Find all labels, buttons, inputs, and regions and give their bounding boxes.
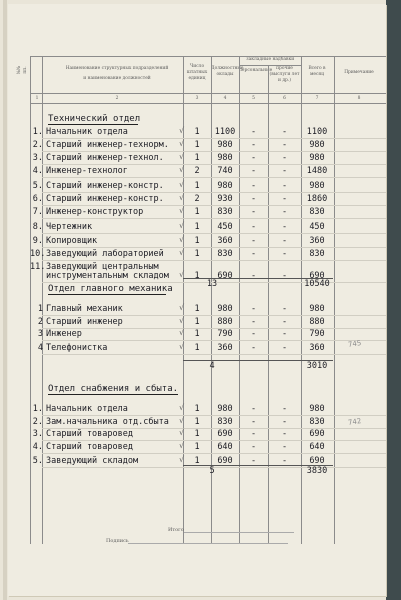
row-surcharge-personal: - bbox=[250, 417, 257, 427]
section-total-units: 4 bbox=[209, 361, 215, 371]
row-surcharge-personal: - bbox=[250, 127, 257, 137]
row-surcharge-other: - bbox=[281, 329, 288, 339]
row-number: 2. bbox=[32, 140, 43, 150]
row-total: 790 bbox=[309, 329, 325, 339]
section-total-sum: 10540 bbox=[304, 279, 330, 289]
colnum-5: 5 bbox=[252, 96, 255, 101]
row-salary: 360 bbox=[217, 343, 233, 353]
row-surcharge-other: - bbox=[281, 442, 288, 452]
check-mark-icon: √ bbox=[179, 441, 185, 450]
row-surcharge-other: - bbox=[281, 181, 288, 191]
colnum-3: 3 bbox=[195, 96, 199, 101]
row-number: 5. bbox=[32, 181, 43, 191]
section-title: Отдел снабжения и сбыта. bbox=[48, 384, 179, 394]
footer-itogo-line bbox=[184, 532, 294, 533]
row-units: 1 bbox=[194, 127, 200, 137]
row-number: 7. bbox=[32, 207, 43, 217]
pencil-note-1: 745 bbox=[347, 339, 362, 349]
row-surcharge-personal: - bbox=[250, 181, 257, 191]
row-position-name: Главный механик bbox=[46, 304, 123, 314]
check-mark-icon: √ bbox=[179, 221, 185, 230]
row-units: 1 bbox=[194, 249, 200, 259]
row-surcharge-other: - bbox=[281, 456, 288, 466]
row-total: 640 bbox=[309, 442, 325, 452]
check-mark-icon: √ bbox=[179, 403, 185, 412]
colnum-6: 6 bbox=[283, 96, 286, 101]
row-number: 3 bbox=[37, 329, 43, 339]
row-rule bbox=[42, 453, 386, 454]
row-salary: 930 bbox=[217, 194, 233, 204]
row-surcharge-other: - bbox=[281, 271, 288, 281]
row-units: 1 bbox=[194, 271, 200, 281]
section-title-underline bbox=[48, 124, 138, 125]
row-salary: 690 bbox=[217, 456, 233, 466]
row-total: 690 bbox=[309, 429, 325, 439]
row-position-name: Старший инженер-технорм. bbox=[46, 140, 169, 150]
header-name-line1: Наименование структурных подразделений bbox=[65, 66, 169, 71]
row-position-name: Инженер bbox=[46, 329, 82, 339]
header-surcharge-personal: персональные bbox=[239, 68, 273, 73]
row-surcharge-other: - bbox=[281, 194, 288, 204]
row-position-name: Старший инженер bbox=[46, 317, 123, 327]
colnum-4: 4 bbox=[223, 96, 227, 101]
check-mark-icon: √ bbox=[179, 328, 185, 337]
row-surcharge-other: - bbox=[281, 140, 288, 150]
row-units: 1 bbox=[194, 181, 200, 191]
row-position-name: Копировщик bbox=[46, 236, 98, 246]
row-position-name: Начальник отдела bbox=[46, 127, 128, 137]
check-mark-icon: √ bbox=[179, 152, 185, 161]
row-surcharge-personal: - bbox=[250, 456, 257, 466]
header-salary: Должностные оклады bbox=[211, 66, 244, 77]
row-units: 1 bbox=[194, 329, 200, 339]
check-mark-icon: √ bbox=[179, 235, 185, 244]
row-units: 1 bbox=[194, 429, 200, 439]
row-total: 690 bbox=[309, 456, 325, 466]
row-position-name: Инженер-технолог bbox=[46, 166, 128, 176]
section-total-units: 5 bbox=[209, 466, 215, 476]
row-rule bbox=[42, 247, 386, 248]
footer-itogo: Итого bbox=[168, 527, 184, 533]
row-surcharge-other: - bbox=[281, 249, 288, 259]
row-rule bbox=[42, 164, 386, 165]
row-surcharge-personal: - bbox=[250, 404, 257, 414]
row-number: 10. bbox=[30, 249, 46, 259]
row-units: 1 bbox=[194, 153, 200, 163]
section-title: Технический отдел bbox=[48, 114, 141, 124]
check-mark-icon: √ bbox=[179, 455, 185, 464]
row-units: 1 bbox=[194, 222, 200, 232]
row-salary: 880 bbox=[217, 317, 233, 327]
row-position-name: Старший инженер-констр. bbox=[46, 181, 164, 191]
row-total: 360 bbox=[309, 343, 325, 353]
row-rule bbox=[42, 340, 386, 341]
row-total: 980 bbox=[309, 153, 325, 163]
colnum-7: 7 bbox=[315, 96, 319, 101]
colnum-1: 1 bbox=[35, 96, 39, 101]
row-salary: 980 bbox=[217, 153, 233, 163]
row-number: 6. bbox=[32, 194, 43, 204]
row-surcharge-personal: - bbox=[250, 153, 257, 163]
row-rule bbox=[42, 260, 386, 261]
row-total: 830 bbox=[309, 207, 325, 217]
row-surcharge-other: - bbox=[281, 236, 288, 246]
check-mark-icon: √ bbox=[179, 165, 185, 174]
binding-edge bbox=[3, 0, 7, 600]
row-salary: 740 bbox=[217, 166, 233, 176]
row-total: 830 bbox=[309, 249, 325, 259]
row-position-name: Старший инженер-констр. bbox=[46, 194, 164, 204]
row-rule bbox=[42, 177, 386, 178]
check-mark-icon: √ bbox=[179, 126, 185, 135]
row-number: 4. bbox=[32, 442, 43, 452]
row-number: 4 bbox=[37, 343, 43, 353]
row-rule bbox=[42, 354, 386, 355]
row-number: 9. bbox=[32, 236, 43, 246]
row-surcharge-personal: - bbox=[250, 317, 257, 327]
check-mark-icon: √ bbox=[179, 316, 185, 325]
check-mark-icon: √ bbox=[179, 139, 185, 148]
row-number: 11. bbox=[30, 262, 46, 272]
row-units: 2 bbox=[194, 166, 200, 176]
row-salary: 360 bbox=[217, 236, 233, 246]
row-position-name: Инженер-конструктор bbox=[46, 207, 144, 217]
row-surcharge-personal: - bbox=[250, 329, 257, 339]
row-surcharge-other: - bbox=[281, 343, 288, 353]
row-rule bbox=[42, 315, 386, 316]
row-salary: 980 bbox=[217, 140, 233, 150]
row-surcharge-other: - bbox=[281, 304, 288, 314]
document-page bbox=[8, 4, 386, 596]
row-position-name: Зам.начальника отд.сбыта bbox=[46, 417, 169, 427]
row-salary: 1100 bbox=[214, 127, 236, 137]
row-surcharge-other: - bbox=[281, 207, 288, 217]
row-salary: 980 bbox=[217, 304, 233, 314]
colnum-2: 2 bbox=[115, 96, 119, 101]
section-total-units: 13 bbox=[206, 279, 218, 289]
colnum-bottom-rule bbox=[30, 103, 386, 104]
row-surcharge-other: - bbox=[281, 127, 288, 137]
colnum-8: 8 bbox=[357, 96, 361, 101]
row-number: 8. bbox=[32, 222, 43, 232]
row-surcharge-personal: - bbox=[250, 222, 257, 232]
row-surcharge-other: - bbox=[281, 166, 288, 176]
row-surcharge-personal: - bbox=[250, 194, 257, 204]
row-units: 1 bbox=[194, 236, 200, 246]
row-position-name-cont: инструментальным складом bbox=[46, 271, 169, 281]
row-surcharge-other: - bbox=[281, 317, 288, 327]
row-surcharge-personal: - bbox=[250, 207, 257, 217]
row-total: 360 bbox=[309, 236, 325, 246]
row-surcharge-personal: - bbox=[250, 442, 257, 452]
row-surcharge-personal: - bbox=[250, 271, 257, 281]
row-position-name: Старший инженер-технол. bbox=[46, 153, 164, 163]
row-number: 3. bbox=[32, 153, 43, 163]
row-surcharge-other: - bbox=[281, 404, 288, 414]
row-salary: 690 bbox=[217, 429, 233, 439]
row-rule bbox=[42, 440, 386, 441]
row-total: 980 bbox=[309, 181, 325, 191]
row-total: 1480 bbox=[306, 166, 328, 176]
check-mark-icon: √ bbox=[179, 303, 185, 312]
check-mark-icon: √ bbox=[179, 248, 185, 257]
row-units: 1 bbox=[194, 304, 200, 314]
row-salary: 980 bbox=[217, 181, 233, 191]
row-surcharge-personal: - bbox=[250, 236, 257, 246]
row-rule bbox=[42, 192, 386, 193]
row-total: 980 bbox=[309, 404, 325, 414]
row-number: 1 bbox=[37, 304, 43, 314]
row-rule bbox=[42, 233, 386, 234]
row-total: 450 bbox=[309, 222, 325, 232]
row-units: 1 bbox=[194, 343, 200, 353]
row-rule bbox=[42, 205, 386, 206]
header-no: №№ пп. bbox=[17, 65, 28, 75]
header-total: Всего в месяц bbox=[308, 66, 326, 77]
check-mark-icon: √ bbox=[179, 193, 185, 202]
row-number: 2. bbox=[32, 417, 43, 427]
row-salary: 980 bbox=[217, 404, 233, 414]
section-title-underline bbox=[48, 294, 166, 295]
row-position-name: Начальник отдела bbox=[46, 404, 128, 414]
row-position-name: Телефонистка bbox=[46, 343, 108, 353]
row-salary: 830 bbox=[217, 207, 233, 217]
header-name-line2: и наименование должностей bbox=[83, 76, 151, 81]
section-total-sum: 3830 bbox=[306, 466, 328, 476]
check-mark-icon: √ bbox=[179, 270, 185, 279]
row-units: 1 bbox=[194, 404, 200, 414]
check-mark-icon: √ bbox=[179, 180, 185, 189]
row-total: 880 bbox=[309, 317, 325, 327]
footer-podpis: Подпись bbox=[106, 538, 129, 544]
row-total: 980 bbox=[309, 304, 325, 314]
row-number: 1. bbox=[32, 127, 43, 137]
check-mark-icon: √ bbox=[179, 206, 185, 215]
row-position-name: Старший товаровед bbox=[46, 442, 133, 452]
row-units: 1 bbox=[194, 140, 200, 150]
row-number: 1. bbox=[32, 404, 43, 414]
section-total-sum: 3010 bbox=[306, 361, 328, 371]
header-surcharge-group: Закладные надбавки bbox=[245, 57, 295, 62]
row-total: 830 bbox=[309, 417, 325, 427]
row-number: 4. bbox=[32, 166, 43, 176]
row-total: 980 bbox=[309, 140, 325, 150]
row-rule bbox=[42, 218, 386, 219]
row-surcharge-other: - bbox=[281, 417, 288, 427]
check-mark-icon: √ bbox=[179, 416, 185, 425]
row-rule bbox=[42, 151, 386, 152]
row-position-name: Заведующий лабораторией bbox=[46, 249, 164, 259]
col-rule-7 bbox=[334, 56, 335, 544]
row-total: 1860 bbox=[306, 194, 328, 204]
row-salary: 690 bbox=[217, 271, 233, 281]
row-number: 5. bbox=[32, 456, 43, 466]
row-total: 690 bbox=[309, 271, 325, 281]
row-units: 1 bbox=[194, 456, 200, 466]
row-salary: 830 bbox=[217, 417, 233, 427]
section-title: Отдел главного механика bbox=[48, 284, 173, 294]
row-rule bbox=[42, 415, 386, 416]
row-salary: 640 bbox=[217, 442, 233, 452]
scan-shadow-edge bbox=[386, 0, 401, 600]
row-surcharge-personal: - bbox=[250, 249, 257, 259]
pencil-note-2: 742 bbox=[347, 417, 362, 427]
row-salary: 830 bbox=[217, 249, 233, 259]
row-surcharge-personal: - bbox=[250, 140, 257, 150]
surcharge-sub-rule bbox=[239, 65, 301, 66]
row-number: 3. bbox=[32, 429, 43, 439]
row-surcharge-personal: - bbox=[250, 166, 257, 176]
row-rule bbox=[42, 138, 386, 139]
row-units: 2 bbox=[194, 194, 200, 204]
row-salary: 790 bbox=[217, 329, 233, 339]
header-surcharge-other: прочие (выслуги лет и др.) bbox=[269, 66, 300, 83]
table-top-rule bbox=[30, 56, 386, 57]
row-total: 1100 bbox=[306, 127, 328, 137]
check-mark-icon: √ bbox=[179, 342, 185, 351]
row-position-name: Чертежник bbox=[46, 222, 93, 232]
row-surcharge-personal: - bbox=[250, 429, 257, 439]
check-mark-icon: √ bbox=[179, 428, 185, 437]
header-units: Число штатных единиц bbox=[186, 64, 208, 81]
row-surcharge-personal: - bbox=[250, 304, 257, 314]
row-salary: 450 bbox=[217, 222, 233, 232]
row-position-name: Старший товаровед bbox=[46, 429, 133, 439]
row-position-name: Заведующий центральным bbox=[46, 262, 159, 272]
row-surcharge-personal: - bbox=[250, 343, 257, 353]
row-units: 1 bbox=[194, 442, 200, 452]
row-position-name: Заведующий складом bbox=[46, 456, 139, 466]
row-surcharge-other: - bbox=[281, 429, 288, 439]
row-units: 1 bbox=[194, 207, 200, 217]
row-units: 1 bbox=[194, 317, 200, 327]
row-units: 1 bbox=[194, 417, 200, 427]
section-title-underline bbox=[48, 394, 178, 395]
row-surcharge-other: - bbox=[281, 153, 288, 163]
footer-podpis-line bbox=[128, 543, 288, 544]
header-bottom-rule bbox=[30, 93, 386, 94]
header-note: Примечание bbox=[344, 70, 374, 75]
row-number: 2 bbox=[37, 317, 43, 327]
row-surcharge-other: - bbox=[281, 222, 288, 232]
